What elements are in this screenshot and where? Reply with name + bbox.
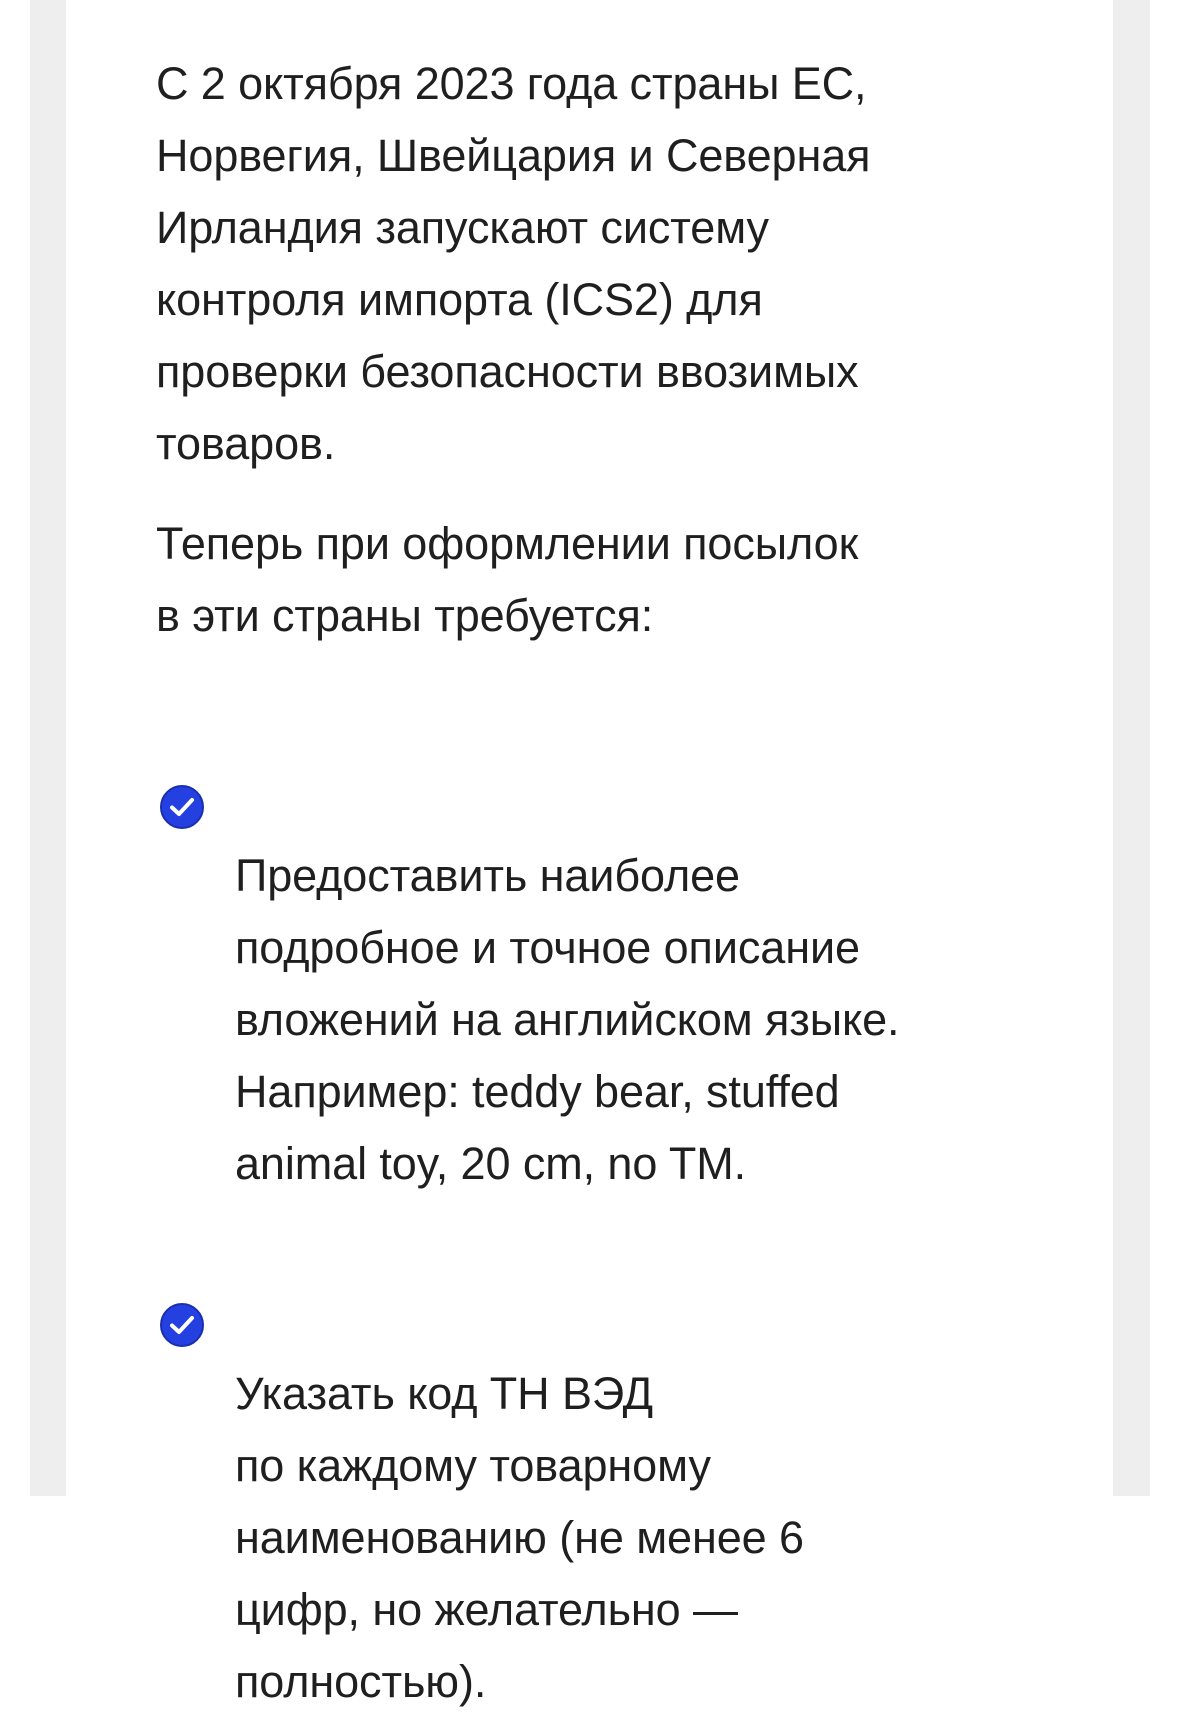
check-circle-icon [158,1226,206,1274]
check-circle-icon [158,708,206,756]
requirements-intro: Теперь при оформлении посылок в эти страны требуется: [156,518,859,641]
requirement-item [156,1214,1036,1718]
message-body [156,48,1036,1718]
requirement-text: Предоставить наиболее подробное и точное описание вложений на английском языке. Например: teddy bear, stuffed animal toy, 20 cm, no TM. [235,850,900,1189]
requirement-item [156,696,1036,1200]
requirements-list [156,696,1036,1718]
requirement-text: Указать код ТН ВЭД по каждому товарному наименованию (не менее 6 цифр, но желательно — полностью). [235,1368,804,1707]
intro-paragraph: С 2 октября 2023 года страны ЕС, Норвегия, Швейцария и Северная Ирландия запускают систему контроля импорта (ICS2) для проверки безопасности ввозимых товаров. [156,58,871,469]
